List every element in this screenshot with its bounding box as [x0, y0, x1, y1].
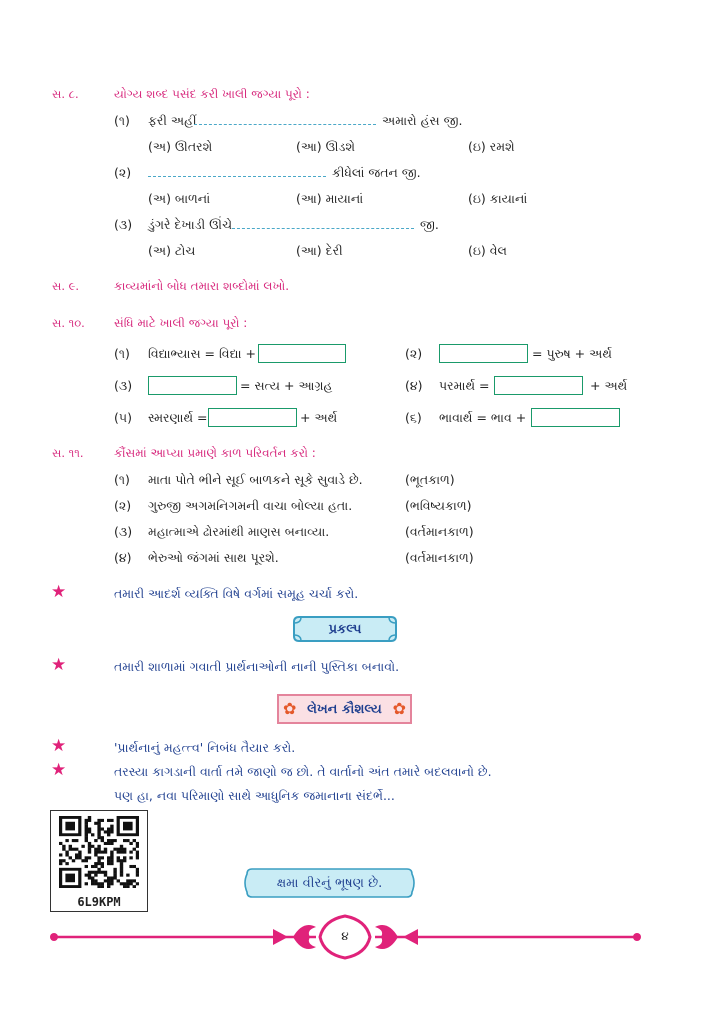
q11-item1-text: માતા પોતે ભીને સૂઈ બાળકને સૂકે સુવાડે છે.: [148, 472, 363, 487]
q10-instruction: સંધિ માટે ખાલી જગ્યા પૂરો :: [114, 316, 248, 330]
q8-item2-number: (૨): [114, 165, 132, 180]
q11-item1-tense: (ભૂતકાળ): [405, 472, 455, 487]
qr-code-icon: [59, 816, 139, 888]
star-icon: ★: [51, 655, 67, 675]
q11-item4-number: (૪): [114, 550, 132, 565]
q8-item1-option-b[interactable]: (આ) ઊડશે: [296, 139, 356, 154]
q10-item6-left: ભાવાર્થ = ભાવ +: [439, 410, 527, 425]
q10-item6-number: (૬): [405, 410, 422, 425]
star-icon: ★: [51, 760, 67, 780]
q11-item3-tense: (વર્તમાનકાળ): [405, 524, 474, 539]
q8-item3-before: ડુંગરે દેખાડી ઊંચે: [148, 217, 233, 232]
q8-number: સ. ૮.: [52, 87, 79, 101]
q10-item1-answer-box[interactable]: [258, 344, 346, 363]
q10-item4-number: (૪): [405, 378, 423, 393]
q8-instruction: યોગ્ય શબ્દ પસંદ કરી ખાલી જગ્યા પૂરો :: [114, 87, 310, 101]
q10-item5-right: + અર્થ: [300, 410, 338, 425]
q8-item3-option-a[interactable]: (અ) ટોચ: [148, 243, 196, 258]
writing-task-1: 'પ્રાર્થનાનું મહત્ત્વ' નિબંધ તૈયાર કરો.: [114, 740, 296, 755]
writing-task-2: તરસ્યા કાગડાની વાર્તા તમે જાણો જ છો. તે વાર્તાનો અંત તમારે બદલવાનો છે.: [114, 764, 492, 779]
qr-code[interactable]: [50, 810, 148, 912]
writing-skill-banner: [277, 694, 412, 724]
q8-item2-option-b[interactable]: (આ) માયાનાં: [296, 191, 364, 206]
q9-instruction: કાવ્યમાંનો બોધ તમારા શબ્દોમાં લખો.: [114, 279, 290, 293]
q10-item5-answer-box[interactable]: [208, 408, 297, 427]
q10-item1-number: (૧): [114, 346, 130, 361]
q9-number: સ. ૯.: [52, 279, 80, 293]
q8-item1-blank[interactable]: [194, 113, 376, 128]
q8-item3-number: (૩): [114, 217, 133, 232]
q8-item2-blank[interactable]: [148, 165, 326, 180]
q10-item2-number: (૨): [405, 346, 423, 361]
q10-item3-answer-box[interactable]: [148, 376, 237, 395]
q10-number: સ. ૧૦.: [52, 316, 85, 330]
project-task: તમારી શાળામાં ગવાતી પ્રાર્થનાઓની નાની પુસ્તિકા બનાવો.: [114, 659, 400, 674]
q8-item2-after: કીધેલાં જતન જી.: [332, 165, 421, 180]
q10-item1-left: વિદ્યાભ્યાસ = વિદ્યા +: [148, 346, 256, 361]
q10-item2-right: = પુરુષ + અર્થ: [532, 346, 612, 361]
flower-right-icon: ✿: [392, 699, 406, 718]
q11-number: સ. ૧૧.: [52, 446, 84, 460]
q8-item3-after: જી.: [420, 217, 439, 232]
q8-item1-number: (૧): [114, 113, 130, 128]
q11-item1-number: (૧): [114, 472, 130, 487]
q10-item4-left: પરમાર્થ =: [439, 378, 490, 393]
q10-item3-right: = સત્ય + આગ્રહ: [240, 378, 333, 393]
star-icon: ★: [51, 582, 67, 602]
q10-item3-number: (૩): [114, 378, 133, 393]
project-title: પ્રકલ્પ: [328, 621, 362, 637]
flower-left-icon: ✿: [283, 699, 297, 718]
writing-task-3: પણ હા, નવા પરિમાણો સાથે આધુનિક જમાનાના સંદર્ભે...: [114, 788, 395, 803]
q8-item1-before: ફરી અહીં: [148, 113, 197, 128]
writing-skill-title: લેખન કૌશલ્ય: [307, 701, 382, 717]
q8-item1-after: અમારો હંસ જી.: [382, 113, 463, 128]
activity-discussion: તમારી આદર્શ વ્યક્તિ વિષે વર્ગમાં સમૂહ ચર્ચા કરો.: [114, 586, 359, 601]
qr-code-label: 6L9KPM: [77, 895, 121, 909]
q10-item6-answer-box[interactable]: [531, 408, 620, 427]
star-icon: ★: [51, 736, 67, 756]
page-number: ૪: [341, 929, 349, 943]
project-banner: [291, 614, 399, 644]
q11-instruction: કૌંસમાં આપ્યા પ્રમાણે કાળ પરિવર્તન કરો :: [114, 446, 316, 460]
q10-item4-answer-box[interactable]: [494, 376, 583, 395]
q11-item3-number: (૩): [114, 524, 133, 539]
q8-item3-option-b[interactable]: (આ) દેરી: [296, 243, 343, 258]
q10-item2-answer-box[interactable]: [439, 344, 528, 363]
q11-item2-number: (૨): [114, 498, 132, 513]
q11-item4-text: ભેરુઓ જંગમાં સાથ પૂરશે.: [148, 550, 279, 565]
q8-item2-option-a[interactable]: (અ) બાળનાં: [148, 191, 211, 206]
q11-item2-tense: (ભવિષ્યકાળ): [405, 498, 472, 513]
q10-item4-right: + અર્થ: [590, 378, 628, 393]
quote-text: ક્ષમા વીરનું ભૂષણ છે.: [276, 875, 383, 891]
quote-banner: [242, 866, 417, 900]
q10-item5-left: સ્મરણાર્થ =: [148, 410, 208, 425]
q8-item3-blank[interactable]: [232, 217, 414, 232]
q8-item2-option-c[interactable]: (ઇ) કાયાનાં: [468, 191, 528, 206]
q8-item1-option-a[interactable]: (અ) ઊતરશે: [148, 139, 213, 154]
q11-item3-text: મહાત્માએ ઢોરમાંથી માણસ બનાવ્યા.: [148, 524, 330, 539]
q10-item5-number: (૫): [114, 410, 132, 425]
q11-item2-text: ગુરુજી અગમનિગમની વાચા બોલ્યા હતા.: [148, 498, 353, 513]
q8-item1-option-c[interactable]: (ઇ) રમશે: [468, 139, 515, 154]
q11-item4-tense: (વર્તમાનકાળ): [405, 550, 474, 565]
q8-item3-option-c[interactable]: (ઇ) વેલ: [468, 243, 508, 258]
